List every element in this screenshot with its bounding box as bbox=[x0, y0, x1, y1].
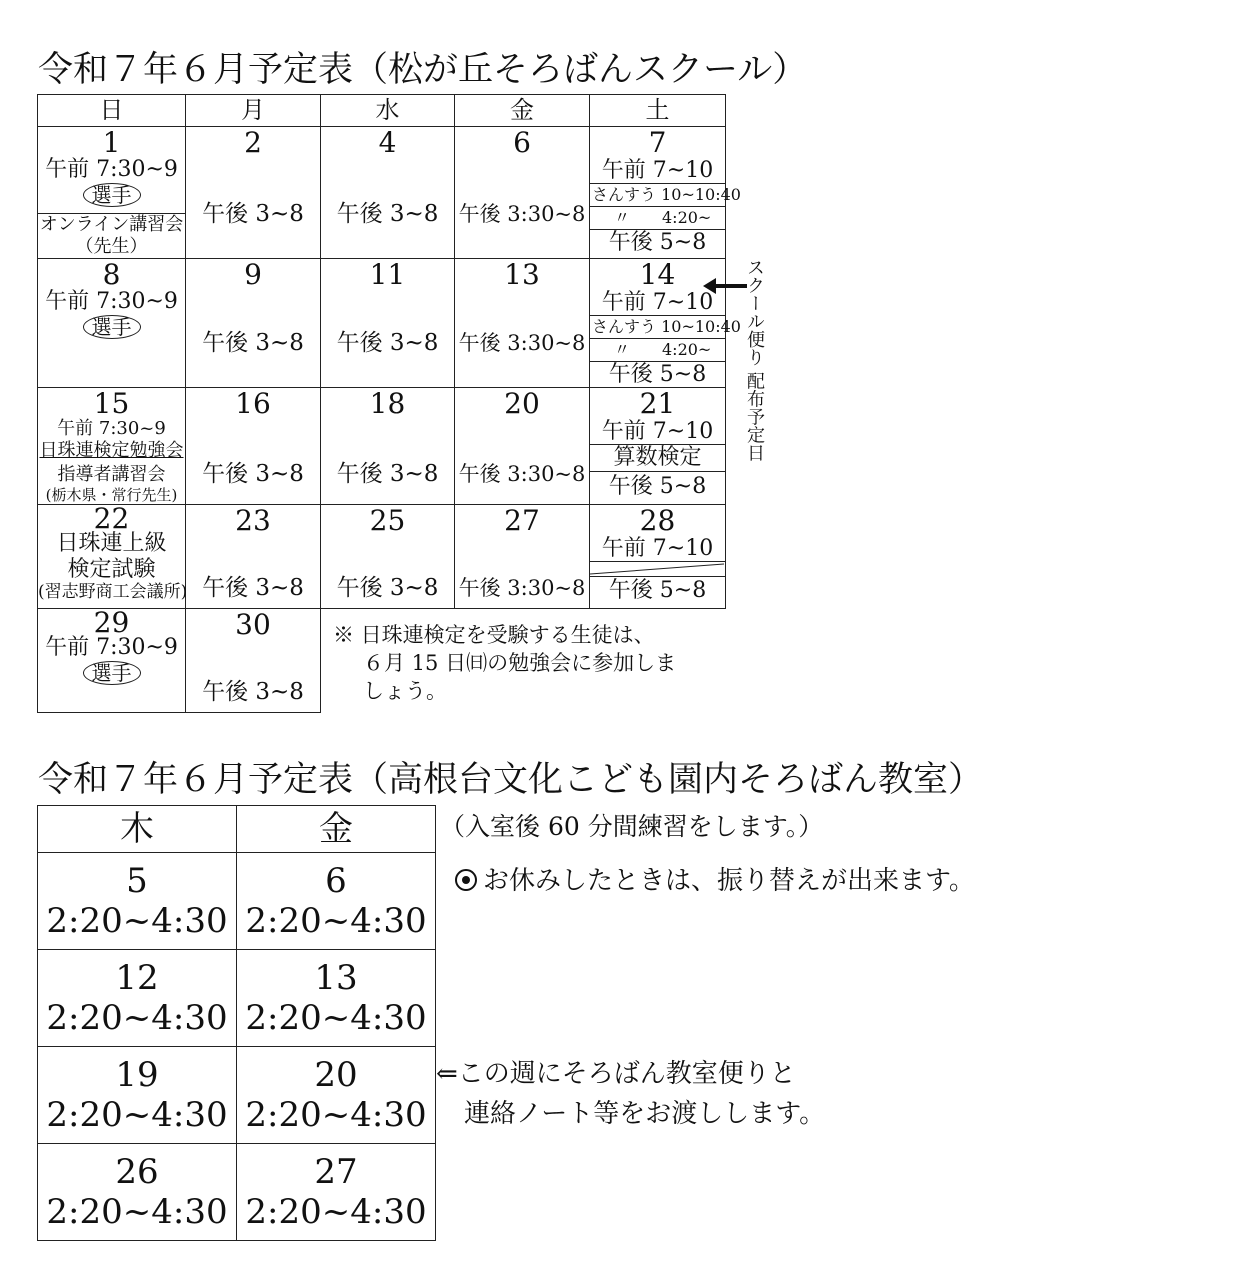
session-time: 2:20~4:30 bbox=[46, 1192, 228, 1232]
exam-note bbox=[333, 621, 726, 705]
header-wednesday: 水 bbox=[321, 95, 455, 127]
day-number: 18 bbox=[369, 387, 406, 420]
afternoon-session: 午後 5~8 bbox=[590, 471, 725, 502]
session-time: 午後 3~8 bbox=[202, 201, 304, 227]
athlete-badge: 選手 bbox=[83, 315, 141, 339]
header-friday: 金 bbox=[455, 95, 590, 127]
day-number: 30 bbox=[235, 608, 271, 641]
session-time: 午後 3:30~8 bbox=[458, 462, 586, 486]
day-number: 12 bbox=[115, 958, 159, 998]
day-number: 22 bbox=[93, 502, 130, 535]
morning-session: 午前 7:30~9 bbox=[45, 289, 178, 314]
exam-note-line: しょう。 bbox=[363, 679, 447, 703]
day-number: 15 bbox=[93, 387, 130, 420]
header-saturday: 土 bbox=[590, 95, 726, 127]
header-monday: 月 bbox=[186, 95, 321, 127]
session-time: 午後 3~8 bbox=[202, 461, 304, 487]
friday-cell bbox=[237, 853, 436, 950]
day-number: 2 bbox=[244, 126, 262, 159]
day-cell-sunday bbox=[38, 502, 188, 609]
day-cell-friday bbox=[455, 388, 590, 505]
day-number: 27 bbox=[314, 1152, 358, 1192]
header-friday: 金 bbox=[237, 806, 436, 853]
thursday-cell bbox=[38, 1047, 237, 1144]
day-cell-monday bbox=[186, 609, 321, 713]
math-test: 算数検定 bbox=[590, 444, 725, 471]
side-note-line: スクール便り bbox=[744, 258, 765, 366]
sansu-afternoon: 〃 4:20~ bbox=[590, 338, 725, 361]
study-session: 日珠連検定勉強会 bbox=[39, 440, 184, 461]
session-time: 午後 3~8 bbox=[336, 575, 439, 601]
day-number: 13 bbox=[504, 258, 540, 291]
day-cell-sunday bbox=[38, 388, 186, 505]
day-cell-monday bbox=[186, 505, 321, 609]
newsletter-side-note bbox=[744, 258, 764, 462]
day-number: 1 bbox=[102, 126, 121, 159]
day-cell-saturday bbox=[590, 388, 726, 505]
sansu-session: さんすう 10~10:40 bbox=[592, 185, 741, 204]
exam-location: (習志野商工会議所) bbox=[38, 582, 188, 602]
session-time: 午後 3:30~8 bbox=[458, 202, 586, 226]
day-number: 25 bbox=[369, 504, 406, 537]
day-number: 9 bbox=[244, 258, 262, 291]
exam-note-line: ６月 15 日㈰の勉強会に参加しま bbox=[363, 651, 677, 675]
day-cell-friday bbox=[455, 505, 590, 609]
day-cell-monday bbox=[186, 259, 321, 388]
calendar-week-row bbox=[38, 388, 726, 505]
takanedai-header-row bbox=[38, 806, 436, 853]
exam-line-1: 日珠連上級 bbox=[56, 531, 167, 556]
session-time: 午後 3~8 bbox=[336, 201, 439, 227]
day-number: 6 bbox=[325, 861, 347, 901]
bullseye-icon bbox=[455, 869, 477, 891]
takanedai-schedule bbox=[37, 805, 436, 1241]
session-time: 2:20~4:30 bbox=[46, 901, 228, 941]
morning-session: 午前 7:30~9 bbox=[45, 635, 178, 660]
athlete-badge: 選手 bbox=[83, 183, 141, 207]
session-time: 午後 3:30~8 bbox=[458, 576, 586, 600]
session-time: 2:20~4:30 bbox=[245, 901, 427, 941]
morning-session: 午前 7~10 bbox=[601, 419, 714, 444]
day-number: 29 bbox=[93, 606, 130, 639]
session-time: 午後 3:30~8 bbox=[458, 331, 586, 355]
session-time: 2:20~4:30 bbox=[46, 998, 228, 1038]
matsugaoka-title: 令和７年６月予定表（松が丘そろばんスクール） bbox=[38, 50, 808, 90]
exam-line-2: 検定試験 bbox=[67, 557, 156, 582]
session-time: 午後 3~8 bbox=[202, 330, 304, 356]
day-number: 6 bbox=[513, 126, 531, 159]
day-number: 7 bbox=[648, 126, 667, 159]
day-number: 20 bbox=[314, 1055, 358, 1095]
thursday-cell bbox=[38, 1144, 237, 1241]
morning-session: 午前 7~10 bbox=[601, 158, 714, 183]
day-number: 14 bbox=[639, 258, 676, 291]
day-cell-sunday bbox=[38, 606, 186, 713]
morning-session: 午前 7~10 bbox=[590, 537, 725, 562]
seminar-location: (栃木県・常行先生) bbox=[45, 486, 178, 504]
athlete-badge: 選手 bbox=[83, 661, 141, 685]
practice-note: （入室後 60 分間練習をします。） bbox=[440, 812, 824, 841]
day-cell-sunday bbox=[38, 259, 186, 388]
afternoon-session: 午後 5~8 bbox=[590, 576, 725, 605]
session-time: 午後 3~8 bbox=[202, 679, 304, 705]
side-note-line: 配布予定日 bbox=[744, 371, 765, 462]
day-number: 16 bbox=[235, 387, 271, 420]
day-cell-friday bbox=[455, 259, 590, 388]
session-time: 午後 3~8 bbox=[336, 461, 439, 487]
day-number: 21 bbox=[639, 387, 676, 420]
matsugaoka-calendar bbox=[37, 94, 741, 713]
day-cell-wednesday bbox=[321, 505, 455, 609]
thursday-cell bbox=[38, 853, 237, 950]
sansu-afternoon: 〃 4:20~ bbox=[590, 206, 725, 229]
day-number: 8 bbox=[102, 258, 121, 291]
session-time: 午後 3~8 bbox=[336, 330, 439, 356]
session-time: 2:20~4:30 bbox=[46, 1095, 228, 1135]
friday-cell bbox=[237, 1047, 436, 1144]
calendar-week-row bbox=[38, 127, 726, 259]
online-seminar: オンライン講習会 bbox=[39, 214, 184, 235]
friday-cell bbox=[237, 950, 436, 1047]
takanedai-row bbox=[38, 1144, 436, 1241]
handout-note bbox=[436, 1054, 825, 1134]
session-time: 午後 3~8 bbox=[202, 575, 304, 601]
day-number: 5 bbox=[126, 861, 148, 901]
session-time: 2:20~4:30 bbox=[245, 1095, 427, 1135]
calendar-header-row bbox=[38, 95, 726, 127]
session-time: 2:20~4:30 bbox=[245, 998, 427, 1038]
friday-cell bbox=[237, 1144, 436, 1241]
day-number: 28 bbox=[639, 504, 676, 537]
day-cell-friday bbox=[455, 127, 590, 259]
calendar-week-row bbox=[38, 259, 726, 388]
morning-session: 午前 7:30~9 bbox=[45, 157, 178, 182]
calendar-week-row bbox=[38, 505, 726, 609]
takanedai-row bbox=[38, 853, 436, 950]
takanedai-row bbox=[38, 950, 436, 1047]
makeup-note bbox=[455, 866, 975, 897]
day-cell-saturday bbox=[590, 505, 726, 609]
handout-note-line: ⇐この週にそろばん教室便りと bbox=[436, 1059, 796, 1089]
day-cell-sunday bbox=[38, 127, 186, 259]
calendar-week-row bbox=[38, 609, 726, 713]
makeup-note-text: お休みしたときは、振り替えが出来ます。 bbox=[483, 866, 975, 896]
day-number: 4 bbox=[378, 126, 397, 159]
day-number: 11 bbox=[369, 258, 406, 291]
header-thursday: 木 bbox=[38, 806, 237, 853]
thursday-cell bbox=[38, 950, 237, 1047]
arrow-left-icon bbox=[703, 277, 749, 295]
afternoon-session: 午後 5~8 bbox=[590, 229, 725, 256]
morning-session: 午前 7~10 bbox=[601, 290, 714, 315]
instructor-seminar: 指導者講習会 bbox=[57, 464, 166, 485]
takanedai-row bbox=[38, 1047, 436, 1144]
handout-note-line: 連絡ノート等をお渡しします。 bbox=[464, 1099, 826, 1129]
morning-session: 午前 7:30~9 bbox=[57, 418, 166, 439]
day-number: 26 bbox=[115, 1152, 159, 1192]
exam-note-line: ※ 日珠連検定を受験する生徒は、 bbox=[333, 623, 655, 647]
takanedai-title: 令和７年６月予定表（高根台文化こども園内そろばん教室） bbox=[38, 760, 984, 800]
day-cell-monday bbox=[186, 127, 321, 259]
day-cell-wednesday bbox=[321, 388, 455, 505]
sansu-session: さんすう 10~10:40 bbox=[592, 317, 741, 336]
seminar-teacher: （先生） bbox=[75, 236, 148, 257]
day-number: 13 bbox=[314, 958, 358, 998]
notice-cell bbox=[321, 609, 726, 713]
day-number: 27 bbox=[504, 504, 540, 537]
day-cell-wednesday bbox=[321, 259, 455, 388]
day-cell-wednesday bbox=[321, 127, 455, 259]
day-cell-saturday bbox=[590, 126, 741, 259]
cancelled-slot-line bbox=[590, 562, 726, 576]
day-number: 23 bbox=[235, 504, 271, 537]
day-cell-monday bbox=[186, 388, 321, 505]
session-time: 2:20~4:30 bbox=[245, 1192, 427, 1232]
header-sunday: 日 bbox=[38, 95, 186, 127]
day-number: 20 bbox=[504, 387, 540, 420]
day-number: 19 bbox=[115, 1055, 159, 1095]
afternoon-session: 午後 5~8 bbox=[590, 361, 725, 388]
